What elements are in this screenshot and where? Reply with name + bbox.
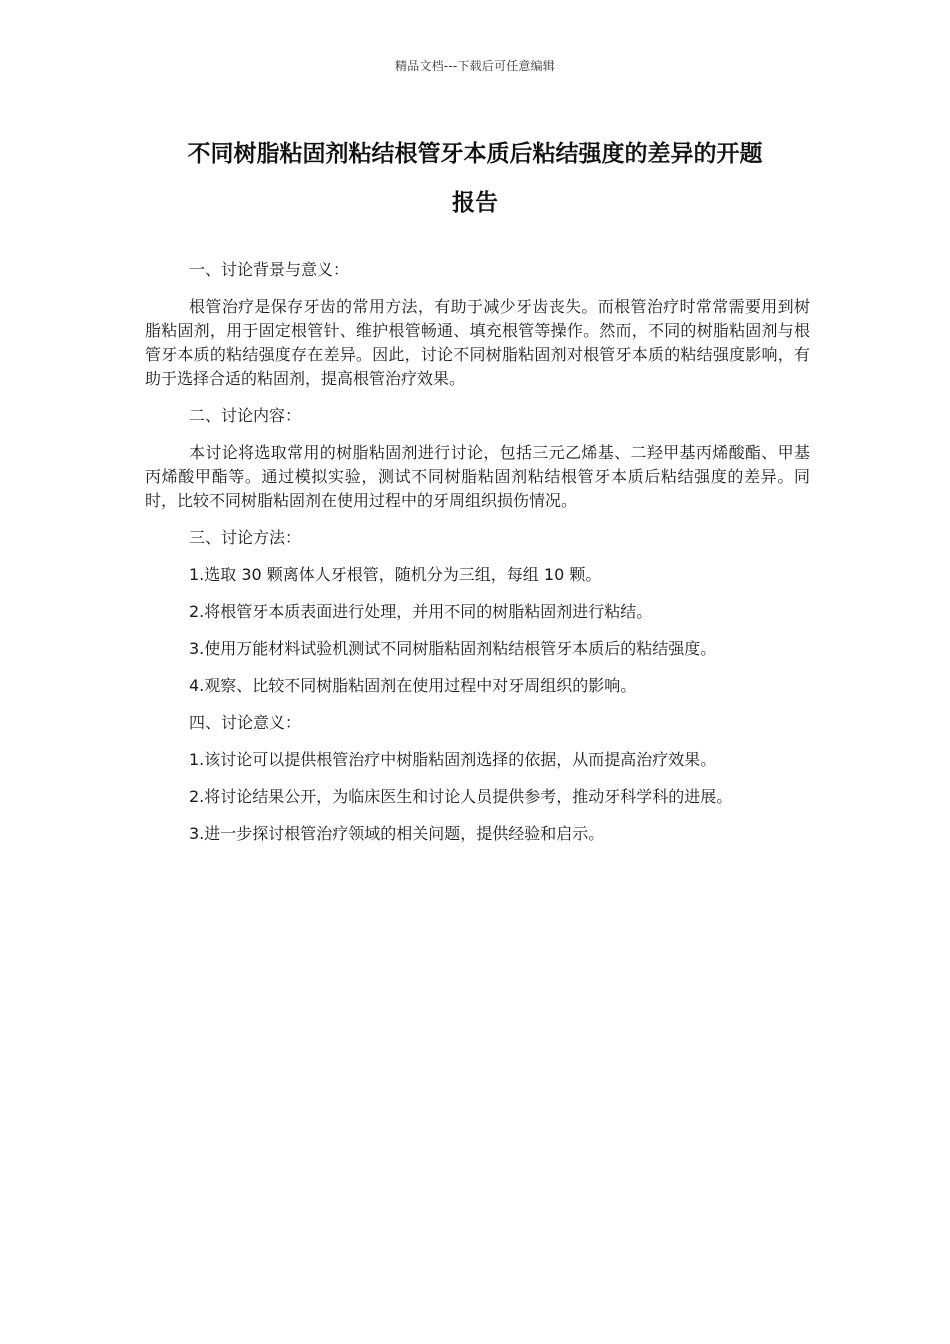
content-paragraph: 本讨论将选取常用的树脂粘固剂进行讨论，包括三元乙烯基、二羟甲基丙烯酸酯、甲基丙烯酸甲酯等。通过模拟实验，测试不同树脂粘固剂粘结根管牙本质后粘结强度的差异。同时，比较不同树脂粘固剂在使用过程中的牙周组织损伤情况。 — [145, 443, 810, 510]
method-item-1: 1.选取 30 颗离体人牙根管，随机分为三组，每组 10 颗。 — [189, 565, 602, 584]
significance-item-2: 2.将讨论结果公开，为临床医生和讨论人员提供参考，推动牙科学科的进展。 — [189, 787, 733, 806]
section-heading-background: 一、讨论背景与意义： — [189, 260, 350, 279]
section-heading-method: 三、讨论方法： — [189, 528, 302, 547]
background-paragraph: 根管治疗是保存牙齿的常用方法，有助于减少牙齿丧失。而根管治疗时常常需要用到树脂粘固剂，用于固定根管针、维护根管畅通、填充根管等操作。然而，不同的树脂粘固剂与根管牙本质的粘结强度存在差异。因此，讨论不同树脂粘固剂对根管牙本质的粘结强度影响，有助于选择合适的粘固剂，提高根管治疗效果。 — [145, 297, 810, 388]
method-item-2: 2.将根管牙本质表面进行处理，并用不同的树脂粘固剂进行粘结。 — [189, 602, 653, 621]
section-heading-content: 二、讨论内容： — [189, 406, 302, 425]
document-title — [120, 130, 830, 228]
page-header: 精品文档---下载后可任意编辑 — [395, 59, 555, 73]
significance-item-1: 1.该讨论可以提供根管治疗中树脂粘固剂选择的依据，从而提高治疗效果。 — [189, 750, 717, 769]
method-item-3: 3.使用万能材料试验机测试不同树脂粘固剂粘结根管牙本质后的粘结强度。 — [189, 639, 717, 658]
title-line-1: 不同树脂粘固剂粘结根管牙本质后粘结强度的差异的开题 — [187, 141, 763, 167]
document-body — [145, 258, 810, 859]
section-heading-significance: 四、讨论意义： — [189, 713, 302, 732]
method-item-4: 4.观察、比较不同树脂粘固剂在使用过程中对牙周组织的影响。 — [189, 676, 637, 695]
title-line-2: 报告 — [452, 190, 498, 216]
significance-item-3: 3.进一步探讨根管治疗领域的相关问题，提供经验和启示。 — [189, 824, 605, 843]
